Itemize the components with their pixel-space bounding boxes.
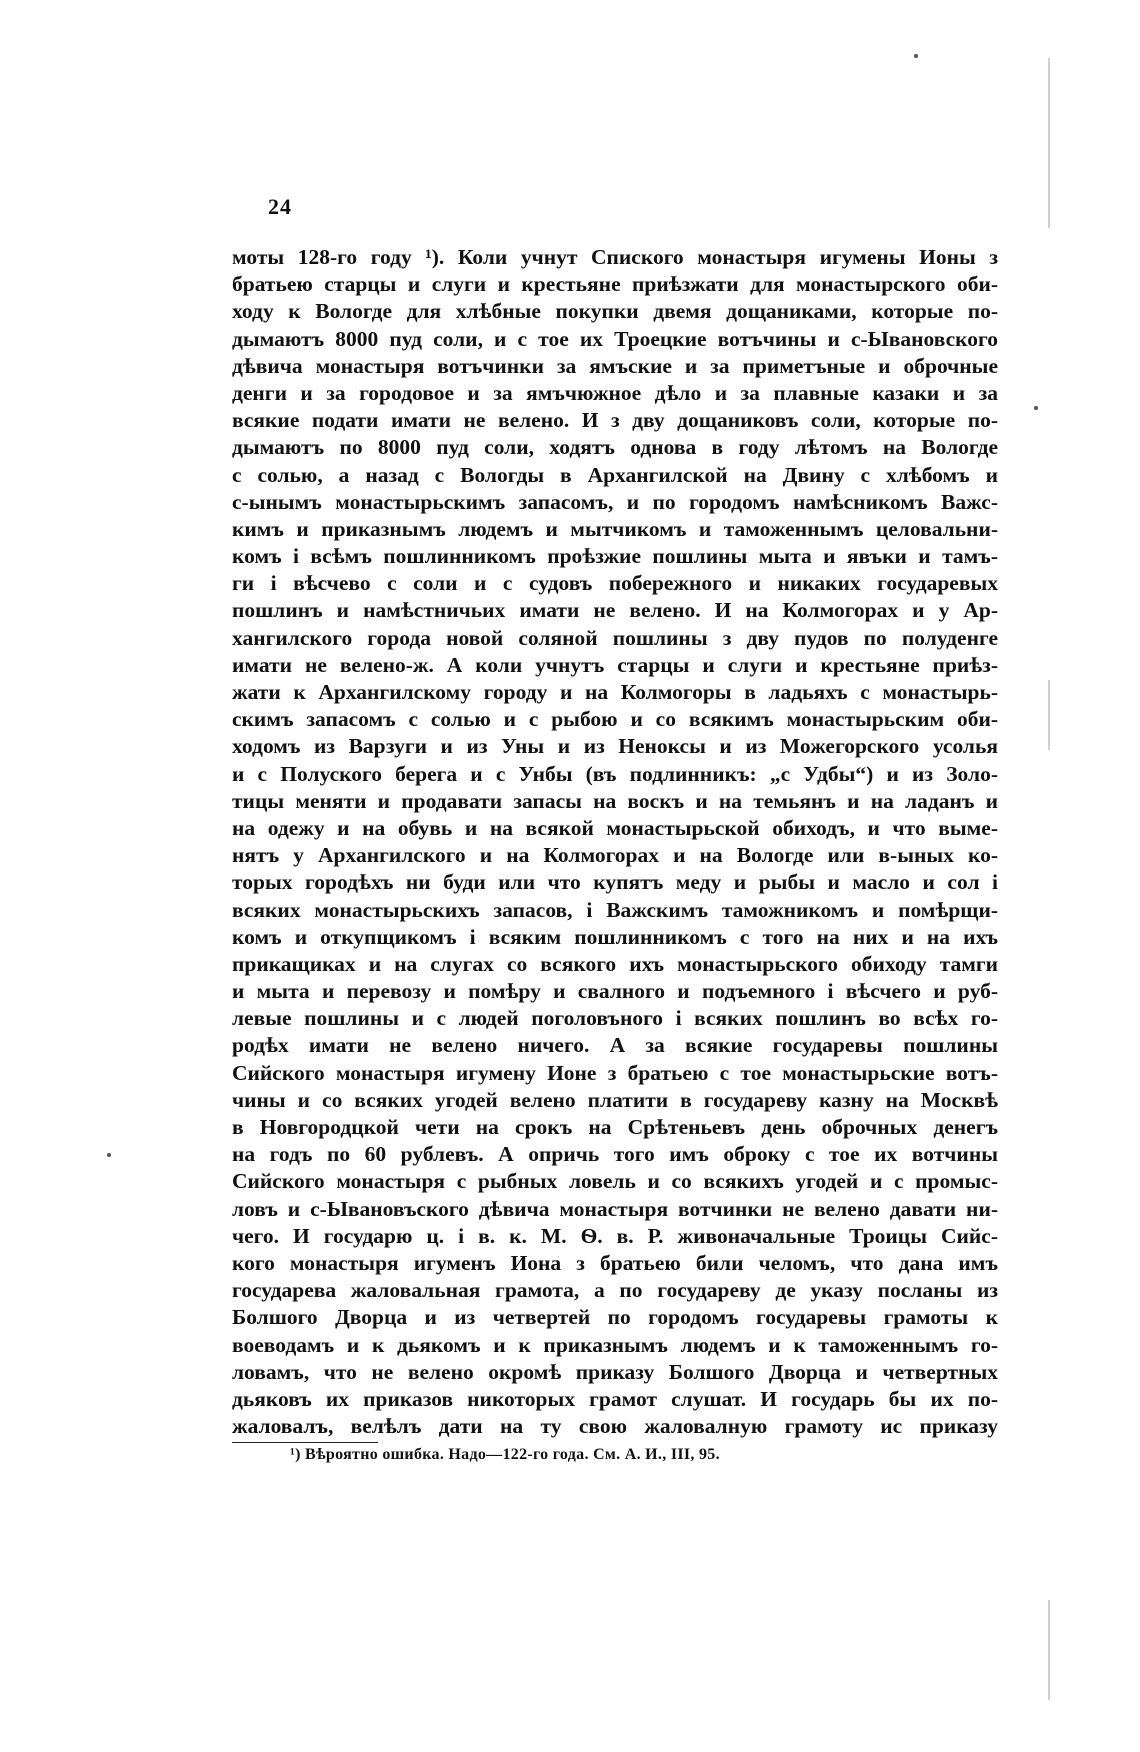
- text-line: дьяковъ их приказов никоторых грамот слушат. И государь бы их по-: [232, 1386, 998, 1411]
- text-line: прикащиках и на слугах со всякого ихъ монастырьского обиходу тамги: [232, 951, 998, 976]
- text-line: дымаютъ 8000 пуд соли, и с тое их Троецкие вотъчины и с-Ывановского: [232, 326, 998, 351]
- text-line: кимъ и приказнымъ людемъ и мытчикомъ и таможеннымъ целовальни-: [232, 516, 998, 541]
- text-line: воеводамъ и к дьякомъ и к приказнымъ людемъ и к таможеннымъ го-: [232, 1332, 998, 1357]
- body-text: [232, 244, 998, 1440]
- text-line: моты 128-го году ¹). Коли учнут Спиского монастыря игумены Ионы з: [232, 245, 998, 269]
- text-line: пошлинъ и намѣстничьих имати не велено. И на Колмогорах и у Ар-: [232, 598, 998, 623]
- text-line: тицы меняти и продавати запасы на воскъ и на темьянъ и на ладанъ и: [232, 788, 998, 813]
- scan-edge-line: [1048, 1600, 1050, 1700]
- text-line: государева жаловальная грамота, а по государеву де указу посланы из: [232, 1278, 998, 1303]
- text-line: в Новгородцкой чети на срокъ на Срѣтеньевъ день оброчных денегъ: [232, 1115, 998, 1139]
- text-line: дымаютъ по 8000 пуд соли, ходятъ однова в году лѣтомъ на Вологде: [232, 435, 998, 460]
- text-line: и мыта и перевозу и помѣру и свалного и подъемного і вѣсчего и руб-: [232, 979, 998, 1004]
- text-line: комъ і всѣмъ пошлинникомъ проѣзжие пошлины мыта и явъки и тамъ-: [232, 544, 998, 569]
- text-line: на одежу и на обувь и на всякой монастырьской обиходъ, и что выме-: [232, 815, 998, 840]
- text-line: Сийского монастыря с рыбных ловель и со всякихъ угодей и с промыс-: [232, 1169, 998, 1194]
- text-line: чего. И государю ц. і в. к. М. Ѳ. в. Р. живоначальные Троицы Сийс-: [232, 1223, 998, 1248]
- text-line: денги и за городовое и за ямъчюжное дѣло и за плавные казаки и за: [232, 380, 998, 405]
- text-line: торых городѣхъ ни буди или что купятъ меду и рыбы и масло и сол і: [232, 870, 998, 895]
- text-line: с солью, а назад с Вологды в Архангилской на Двину с хлѣбомъ и: [232, 462, 998, 487]
- text-line: родѣх имати не велено ничего. А за всякие государевы пошлины: [232, 1033, 998, 1058]
- text-line: дѣвича монастыря вотъчинки за ямъские и за приметъные и оброчные: [232, 353, 998, 378]
- scan-speck: [107, 1153, 111, 1157]
- text-line: нятъ у Архангилского и на Колмогорах и на Вологде или в-ыных ко-: [232, 843, 998, 868]
- text-line: скимъ запасомъ с солью и с рыбою и со всякимъ монастырьским оби-: [232, 707, 998, 732]
- text-line: ходу к Вологде для хлѣбные покупки двемя дощаниками, которые по-: [232, 299, 998, 324]
- footnote-separator: [232, 1442, 378, 1443]
- text-line: на годъ по 60 рублевъ. А опричь того имъ оброку с тое их вотчины: [232, 1142, 998, 1167]
- text-line: всякие подати имати не велено. И з дву дощаниковъ соли, которые по-: [232, 408, 998, 433]
- text-line: и с Полуского берега и с Унбы (въ подлинникъ: „с Удбы“) и из Золо-: [232, 761, 998, 786]
- text-line: комъ и откупщикомъ і всяким пошлинникомъ с того на них и на ихъ: [232, 924, 998, 949]
- scan-edge-line: [1048, 680, 1050, 750]
- page-number: 24: [268, 194, 292, 219]
- text-line: Сийского монастыря игумену Ионе з братьею с тое монастырьские вотъ-: [232, 1060, 998, 1085]
- text-line: хангилского города новой соляной пошлины з дву пудов по полуденге: [232, 625, 998, 650]
- text-line: Болшого Дворца и из четвертей по городомъ государевы грамоты к: [232, 1305, 998, 1330]
- text-line: ловамъ, что не велено окромѣ приказу Болшого Дворца и четвертных: [232, 1359, 998, 1384]
- text-line: кого монастыря игуменъ Иона з братьею били челомъ, что дана имъ: [232, 1250, 998, 1275]
- text-line: чины и со всяких угодей велено платити в государеву казну на Москвѣ: [232, 1087, 998, 1112]
- scan-speck: [1034, 406, 1038, 410]
- text-line: имати не велено-ж. А коли учнутъ старцы и слуги и крестьяне приѣз-: [232, 652, 998, 677]
- text-line: ходомъ из Варзуги и из Уны и из Неноксы и из Можегорского усолья: [232, 734, 998, 759]
- footnote: ¹) Вѣроятно ошибка. Надо—122-го года. См. А. И., III, 95.: [290, 1446, 720, 1463]
- text-line: с-ынымъ монастырьскимъ запасомъ, и по городомъ намѣсникомъ Важс-: [232, 489, 998, 514]
- text-line: ги і вѣсчево с соли и с судовъ побережного и никаких государевых: [232, 571, 998, 596]
- text-line: жаловалъ, велѣлъ дати на ту свою жаловалную грамоту ис приказу: [232, 1414, 998, 1439]
- text-line: жати к Архангилскому городу и на Колмогоры в ладьяхъ с монастырь-: [232, 680, 998, 704]
- text-line: всяких монастырьскихъ запасов, і Важскимъ таможникомъ и помѣрщи-: [232, 897, 998, 922]
- scan-speck: [914, 54, 918, 58]
- text-line: ловъ и с-Ывановъского дѣвича монастыря вотчинки не велено давати ни-: [232, 1196, 998, 1221]
- text-line: левые пошлины и с людей поголовъного і всяких пошлинъ во всѣх го-: [232, 1006, 998, 1031]
- text-line: братьею старцы и слуги и крестьяне приѣзжати для монастырского оби-: [232, 272, 998, 297]
- scan-edge-line: [1048, 58, 1050, 228]
